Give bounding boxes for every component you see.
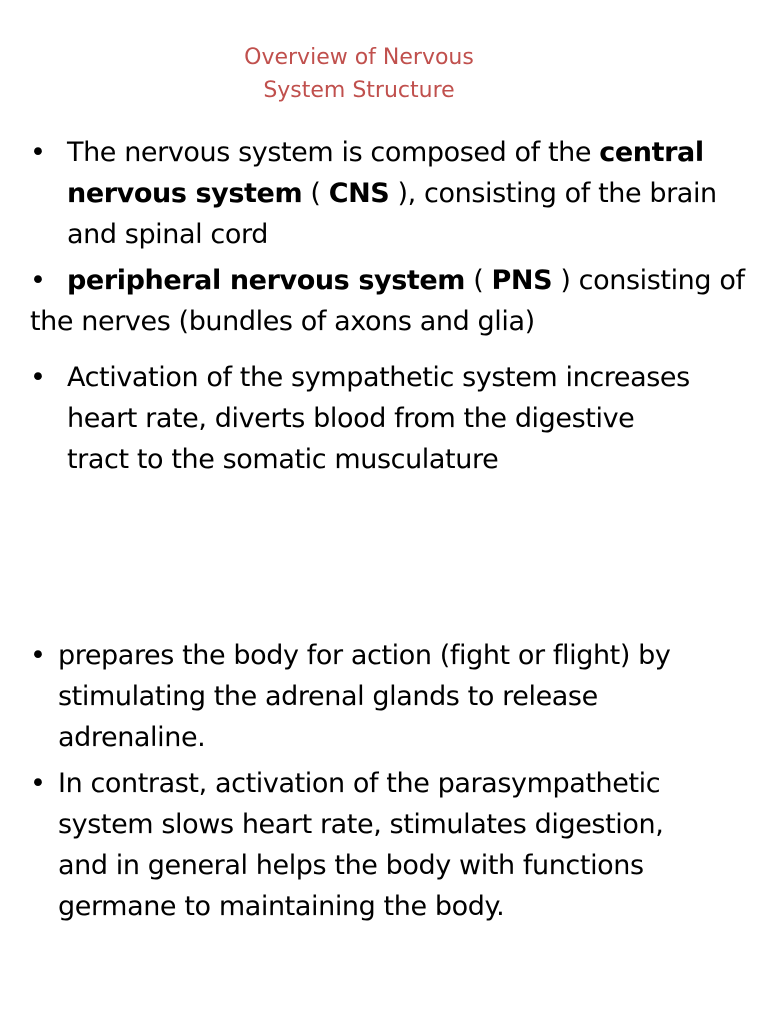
bullet-text <box>58 635 750 758</box>
bullet-text <box>67 357 750 480</box>
text-line: germane to maintaining the body. <box>58 891 505 922</box>
text-line: and in general helps the body with functions <box>58 850 644 881</box>
text-line: the nerves (bundles of axons and glia) <box>30 306 535 337</box>
text-run: ( <box>465 265 492 296</box>
text-line: stimulating the adrenal glands to release <box>58 681 598 712</box>
text-line: tract to the somatic musculature <box>67 444 499 475</box>
text-line: and spinal cord <box>67 219 268 250</box>
bold-term-cns: CNS <box>328 178 390 209</box>
bullet-icon: • <box>30 640 46 671</box>
bullet-fight-or-flight <box>30 635 750 758</box>
bullet-parasympathetic <box>30 763 750 927</box>
text-line <box>67 173 750 214</box>
slide-title-line-2: System Structure <box>263 78 455 103</box>
bold-term-peripheral-nervous-system: peripheral nervous system <box>67 265 466 296</box>
bullet-icon: • <box>30 768 46 799</box>
bullet-text <box>67 132 750 255</box>
text-line: system slows heart rate, stimulates digestion, <box>58 809 664 840</box>
text-line: Activation of the sympathetic system increases <box>67 362 690 393</box>
bullet-sympathetic <box>30 357 750 480</box>
slide-title-line-1: Overview of Nervous <box>244 45 474 70</box>
text-line: In contrast, activation of the parasympathetic <box>58 768 661 799</box>
bullet-icon: • <box>30 362 46 393</box>
bold-term-nervous-system: nervous system <box>67 178 303 209</box>
text-line: prepares the body for action (fight or flight) by <box>58 640 671 671</box>
bullet-pns <box>30 260 750 342</box>
text-line: adrenaline. <box>58 722 206 753</box>
slide-title <box>0 41 718 107</box>
text-line: heart rate, diverts blood from the digestive <box>67 403 635 434</box>
text-run: The nervous system is composed of the <box>67 137 600 168</box>
bold-term-central: central <box>599 137 704 168</box>
bold-term-pns: PNS <box>491 265 553 296</box>
text-run: ( <box>302 178 329 209</box>
text-run: ) consisting of <box>552 265 745 296</box>
text-run: ), consisting of the brain <box>389 178 717 209</box>
bullet-icon: • <box>30 137 46 168</box>
bullet-text <box>58 763 750 927</box>
bullet-cns <box>30 132 750 255</box>
text-line <box>30 260 750 301</box>
text-line <box>67 132 750 173</box>
bullet-icon: • <box>30 265 46 296</box>
bullet-text <box>30 260 750 342</box>
